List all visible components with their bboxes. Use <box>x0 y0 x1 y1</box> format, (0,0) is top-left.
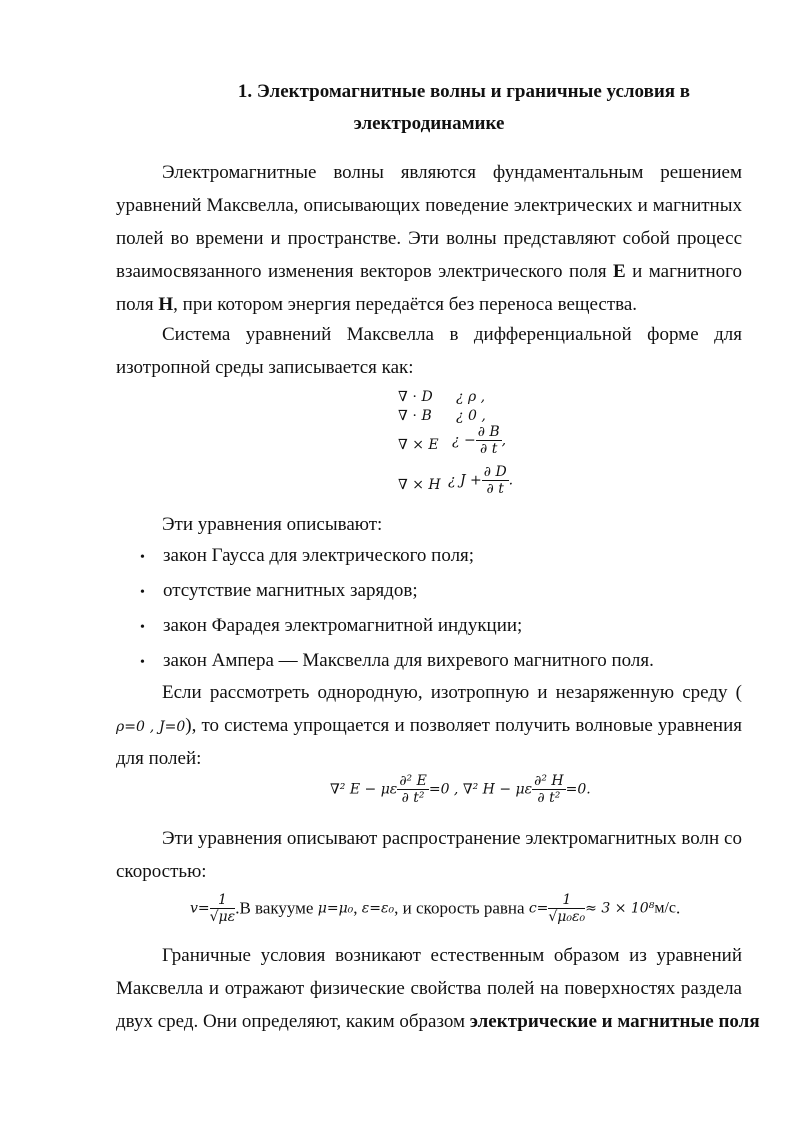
wave-equation-row: ∇² E − με $\frac{\text{∂² E}}{\text{∂ t²}}$ =0 , ∇² H − με $\frac{\text{∂² H}}{\text{∂ t²}}$ =0. <box>330 773 591 806</box>
text-line: Система уравнений Максвелла в дифференциальной форме для <box>162 324 742 345</box>
eq-ampere-lhs: ∇ × H <box>398 477 441 493</box>
condition-formula: ρ=0 , J=0 <box>116 719 186 735</box>
bullet-marker: • <box>140 550 145 565</box>
text-line: для полей: <box>116 748 202 769</box>
text-line: Эти уравнения описывают: <box>162 514 383 535</box>
section-heading-line1: 1. Электромагнитные волны и граничные условия в <box>237 81 691 102</box>
text-line: ρ=0 , J=0), то система упрощается и позволяет получить волновые уравнения <box>116 715 742 736</box>
text-line: полей во времени и пространстве. Эти волны представляют собой процесс <box>116 228 742 249</box>
text-line: уравнений Максвелла, описывающих поведение электрических и магнитных <box>116 195 742 216</box>
eq-faraday-rhs: ¿ − $\frac{\partial B}{\partial t}$ , <box>452 424 507 457</box>
vector-h: H <box>158 294 174 315</box>
bullet-marker: • <box>140 585 145 600</box>
bullet-marker: • <box>140 655 145 670</box>
eq-magnetic-lhs: ∇ ⋅ B <box>398 408 432 424</box>
text-line: Электромагнитные волны являются фундаментальным решением <box>162 162 742 183</box>
eq-ampere-rhs: ¿ J + $\frac{\partial D}{\partial t}$ . <box>448 464 514 497</box>
text-line: Граничные условия возникают естественным образом из уравнений <box>162 945 742 966</box>
eq-gauss-rhs: ¿ ρ , <box>456 389 486 405</box>
eq-gauss-lhs: ∇ ⋅ D <box>398 389 433 405</box>
list-item: закон Фарадея электромагнитной индукции; <box>163 615 523 636</box>
text-line: взаимосвязанного изменения векторов электрического поля E и магнитного <box>116 261 742 282</box>
bullet-marker: • <box>140 620 145 635</box>
eq-faraday-lhs: ∇ × E <box>398 437 439 453</box>
vector-e: E <box>613 261 626 282</box>
text-line: Максвелла и отражают физические свойства полей на поверхностях раздела <box>116 978 742 999</box>
section-heading-line2: электродинамике <box>353 113 505 134</box>
text-line: изотропной среды записывается как: <box>116 357 414 378</box>
text-line: Если рассмотреть однородную, изотропную и незаряженную среду ( <box>162 682 742 703</box>
bold-phrase: электрические и магнитные поля <box>469 1011 760 1032</box>
maxwell-equations <box>398 388 538 508</box>
text-line: поля H, при котором энергия передаётся без переноса вещества. <box>116 294 638 315</box>
text-line: двух сред. Они определяют, каким образом электрические и магнитные поля <box>116 1011 760 1032</box>
text-line: Эти уравнения описывают распространение электромагнитных волн со <box>162 828 742 849</box>
wave-equations <box>330 773 590 817</box>
speed-formula-line: v= $\frac{1}{√\mu\varepsilon}$ .В вакууме μ=μ₀, ε=ε₀, и скорость равна c= $\frac{1}{\text{√μ₀ε₀}}$ ≈ 3 × 10⁸м/с. <box>190 892 681 925</box>
list-item: закон Ампера — Максвелла для вихревого магнитного поля. <box>163 650 654 671</box>
list-item: закон Гаусса для электрического поля; <box>163 545 475 566</box>
eq-magnetic-rhs: ¿ 0 , <box>456 408 486 424</box>
text-line: скоростью: <box>116 861 207 882</box>
list-item: отсутствие магнитных зарядов; <box>163 580 418 601</box>
